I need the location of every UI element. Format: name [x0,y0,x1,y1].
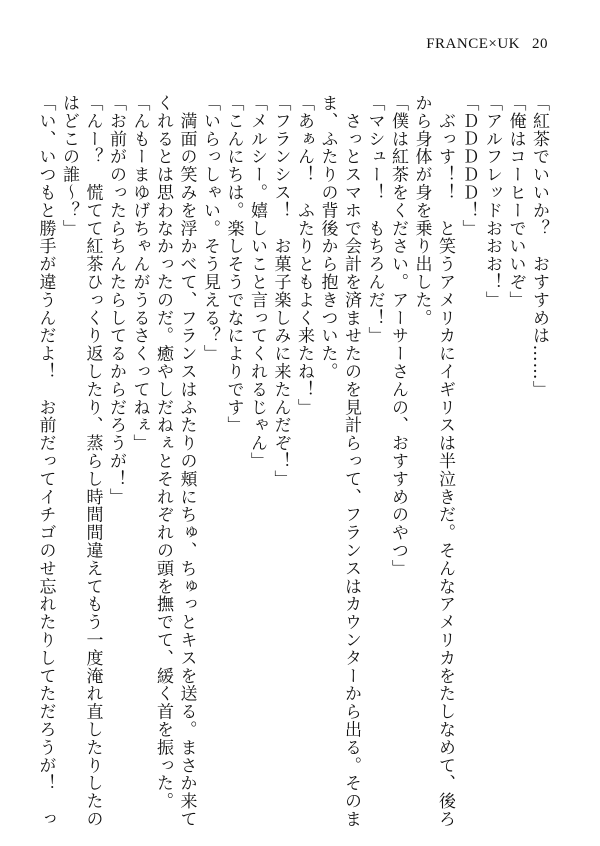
text-line: 「紅茶でいいか？ おすすめは……」 [529,94,549,399]
text-line: 「フランシス！ お菓子楽しみに来たんだぞ！」 [270,94,291,488]
text-line: 「アルフレッドおおお！」 [482,94,502,309]
text-line: 「こんにちは。楽しそうでなによりです」 [223,94,244,435]
text-line: ぶっす！！ と笑うアメリカにイギリスは半泣きだ。そんなアメリカをたしなめて、後ろ [435,94,455,828]
text-line: 「お前がのったらちんたらしてるからだろうが！」 [106,94,126,506]
text-line: 「い、いつもと勝手が違うんだよ！ お前だってイチゴのせ忘れたりしてただろうが！ っ [35,94,56,828]
text-line: 「僕は紅茶をください。アーサーさんの、おすすめのやつ」 [388,94,408,578]
vertical-text-body [35,94,550,828]
text-line: 「俺はコーヒーでいいぞ」 [505,94,526,309]
text-line: 「んー？ 慌てて紅茶ひっくり返したり、蒸らし時間間違えてもう一度淹れ直したりしたの [82,94,103,828]
text-line: はどこの誰～？」 [59,94,79,238]
running-header [426,36,548,53]
header-title: FRANCE×UK [426,36,520,52]
page-number: 20 [532,36,548,52]
text-line: 「いらっしゃい。そう見える？」 [200,94,220,363]
text-line: くれるとは思わなかったのだ。癒やしだねぇとそれぞれの頭を撫でて、緩く首を振った。 [153,94,173,810]
text-line: 「あぁん！ ふたりともよく来たね！」 [294,94,314,417]
text-line: 「んもーまゆげちゃんがうるさくってねぇ」 [129,94,150,452]
text-line: 「マシュー！ もちろんだ！」 [364,94,385,345]
text-line: 「メルシー。嬉しいこと言ってくれるじゃん」 [247,94,267,470]
text-line: 満面の笑みを浮かべて、フランスはふたりの頬にちゅ、ちゅっとキスを送る。まさか来て [176,94,197,828]
text-line: から身体が身を乗り出した。 [411,94,432,327]
text-line: ま、ふたりの背後から抱きついた。 [317,94,338,381]
text-line: さっとスマホで会計を済ませたのを見計らって、フランスはカウンターから出る。そのま [341,94,361,828]
text-line: 「ＤＤＤＤＤ！」 [458,94,479,238]
